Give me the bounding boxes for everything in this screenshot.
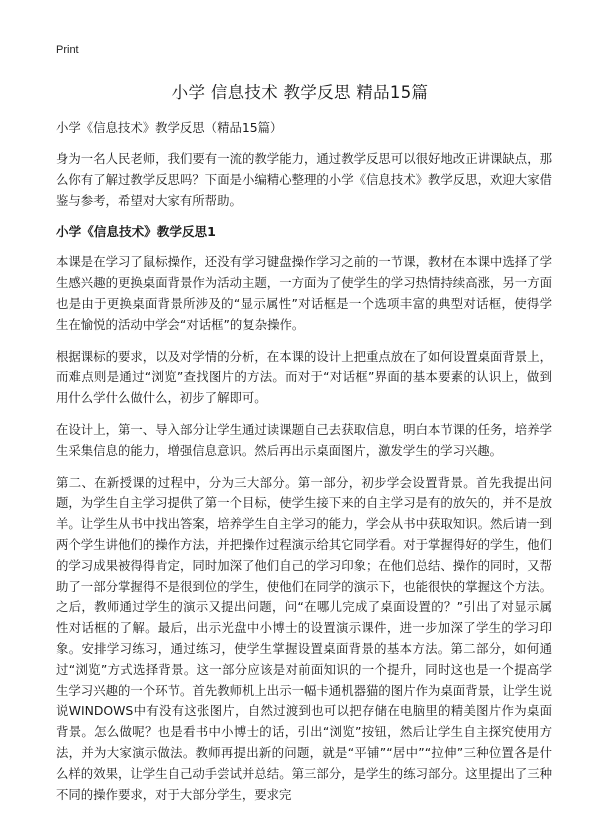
body-paragraph-2: 根据课标的要求，以及对学情的分析，在本课的设计上把重点放在了如何设置桌面背景上，而难点则是通过“浏览”查找图片的方法。而对于“对话框”界面的基本要素的认识上，做到用什么学什么做什么，初步了解即可。 <box>56 348 552 406</box>
body-paragraph-4: 第二、在新授课的过程中，分为三大部分。第一部分，初步学会设置背景。首先我提出问题，为学生自主学习提供了第一个目标，使学生接下来的自主学习是有的放矢的，并不是放羊。让学生从书中找出答案，培养学生自主学习的能力，学会从书中获取知识。然后请一到两个学生讲他们的操作方法，并把操作过程演示给其它同学看。对于掌握得好的学生，他们的学习成果被得得肯定，同时加深了他们自己的学习印象；在他们总结、操作的同时，又帮助了一部分掌握得不是很到位的学生，使他们在同学的演示下，也能很快的掌握这个方法。之后，教师通过学生的演示又提出问题，问“在哪儿完成了桌面设置的？”引出了对显示属性对话框的了解。最后，出示光盘中小博士的设置演示课件，进一步加深了学生的学习印象。安排学习练习，通过练习，使学生掌握设置桌面背景的基本方法。第二部分，如何通过“浏览”方式选择背景。这一部分应该是对前面知识的一个提升，同时这也是一个提高学生学习兴趣的一个环节。首先教师机上出示一幅卡通机器猫的图片作为桌面背景，让学生说说WINDOWS中有没有这张图片，自然过渡到也可以把存储在电脑里的精美图片作为桌面背景。怎么做呢？也是看书中小博士的话，引出“浏览”按钮，然后让学生自主探究使用方法，并为大家演示做法。教师再提出新的问题，就是“平铺”“居中”“拉伸”三种位置各是什么样的效果，让学生自己动手尝试并总结。第三部分，是学生的练习部分。这里提出了三种不同的操作要求，对于大部分学生，要求完 <box>56 474 552 802</box>
document-title: 小学 信息技术 教学反思 精品15篇 <box>171 83 429 102</box>
document-subtitle: 小学《信息技术》教学反思（精品15篇） <box>56 120 283 135</box>
intro-paragraph: 身为一名人民老师，我们要有一流的教学能力，通过教学反思可以很好地改正讲课缺点，那么你有了解过教学反思吗？下面是小编精心整理的小学《信息技术》教学反思，欢迎大家借鉴与参考，希望对大家有所帮助。 <box>56 151 552 208</box>
print-label: Print <box>56 44 79 56</box>
body-paragraph-1: 本课是在学习了鼠标操作，还没有学习键盘操作学习之前的一节课，教材在本课中选择了学生感兴趣的更换桌面背景作为活动主题，一方面为了使学生的学习热情持续高涨，另一方面也是由于更换桌面背景所涉及的“显示属性”对话框是一个选项丰富的典型对话框，使得学生在愉悦的活动中学会“对话框”的复杂操作。 <box>56 254 552 332</box>
document-body <box>56 118 552 816</box>
section-heading: 小学《信息技术》教学反思1 <box>56 224 216 240</box>
body-paragraph-3: 在设计上，第一、导入部分让学生通过读课题自己去获取信息，明白本节课的任务，培养学生采集信息的能力，增强信息意识。然后再出示桌面图片，激发学生的学习兴趣。 <box>56 421 552 458</box>
